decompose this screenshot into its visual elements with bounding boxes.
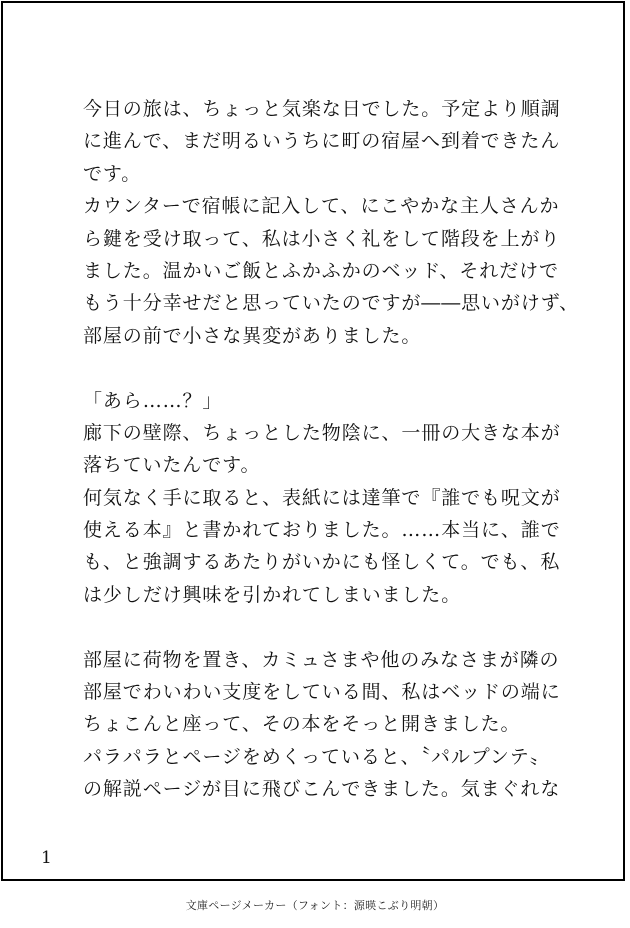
text-line: ました。温かいご飯とふかふかのベッド、それだけで xyxy=(83,259,559,282)
text-line: 廊下の壁際、ちょっとした物陰に、一冊の大きな本が xyxy=(83,421,561,444)
text-line: 部屋の前で小さな異変がありました。 xyxy=(83,324,422,347)
text-line: ら鍵を受け取って、私は小さく礼をして階段を上がり xyxy=(83,227,561,250)
text-line: パラパラとページをめくっていると、〝パルプンテ〟 xyxy=(83,745,550,768)
text-line: 「あら……？」 xyxy=(83,389,223,412)
text-line: 何気なく手に取ると、表紙には達筆で『誰でも呪文が xyxy=(83,486,561,509)
text-line: です。 xyxy=(83,162,142,185)
text-line: の解説ページが目に飛びこんできました。気まぐれな xyxy=(83,778,561,801)
page-number: 1 xyxy=(41,848,52,868)
blank-line xyxy=(83,611,583,643)
text-line: ちょこんと座って、その本をそっと開きました。 xyxy=(83,713,521,736)
text-line: カウンターで宿帳に記入して、にこやかな主人さんか xyxy=(83,195,560,218)
body-text xyxy=(83,93,583,806)
text-line: は少しだけ興味を引かれてしまいました。 xyxy=(83,583,462,606)
text-line: に進んで、まだ明るいうちに町の宿屋へ到着できたん xyxy=(83,130,561,153)
text-line: 今日の旅は、ちょっと気楽な日でした。予定より順調 xyxy=(83,98,561,120)
blank-line xyxy=(83,352,583,384)
text-line: 落ちていたんです。 xyxy=(83,454,261,477)
app-footer-credit: 文庫ページメーカー（フォント：源暎こぶり明朝） xyxy=(185,899,445,912)
text-line: も、と強調するあたりがいかにも怪しくて。でも、私 xyxy=(83,551,561,574)
text-line: 部屋でわいわい支度をしている間、私はベッドの端に xyxy=(83,681,561,704)
text-line: もう十分幸せだと思っていたのですが――思いがけず、 xyxy=(83,292,579,315)
book-page xyxy=(1,1,625,881)
text-line: 部屋に荷物を置き、カミュさまや他のみなさまが隣の xyxy=(83,648,560,671)
text-line: 使える本』と書かれておりました。……本当に、誰で xyxy=(83,519,561,542)
